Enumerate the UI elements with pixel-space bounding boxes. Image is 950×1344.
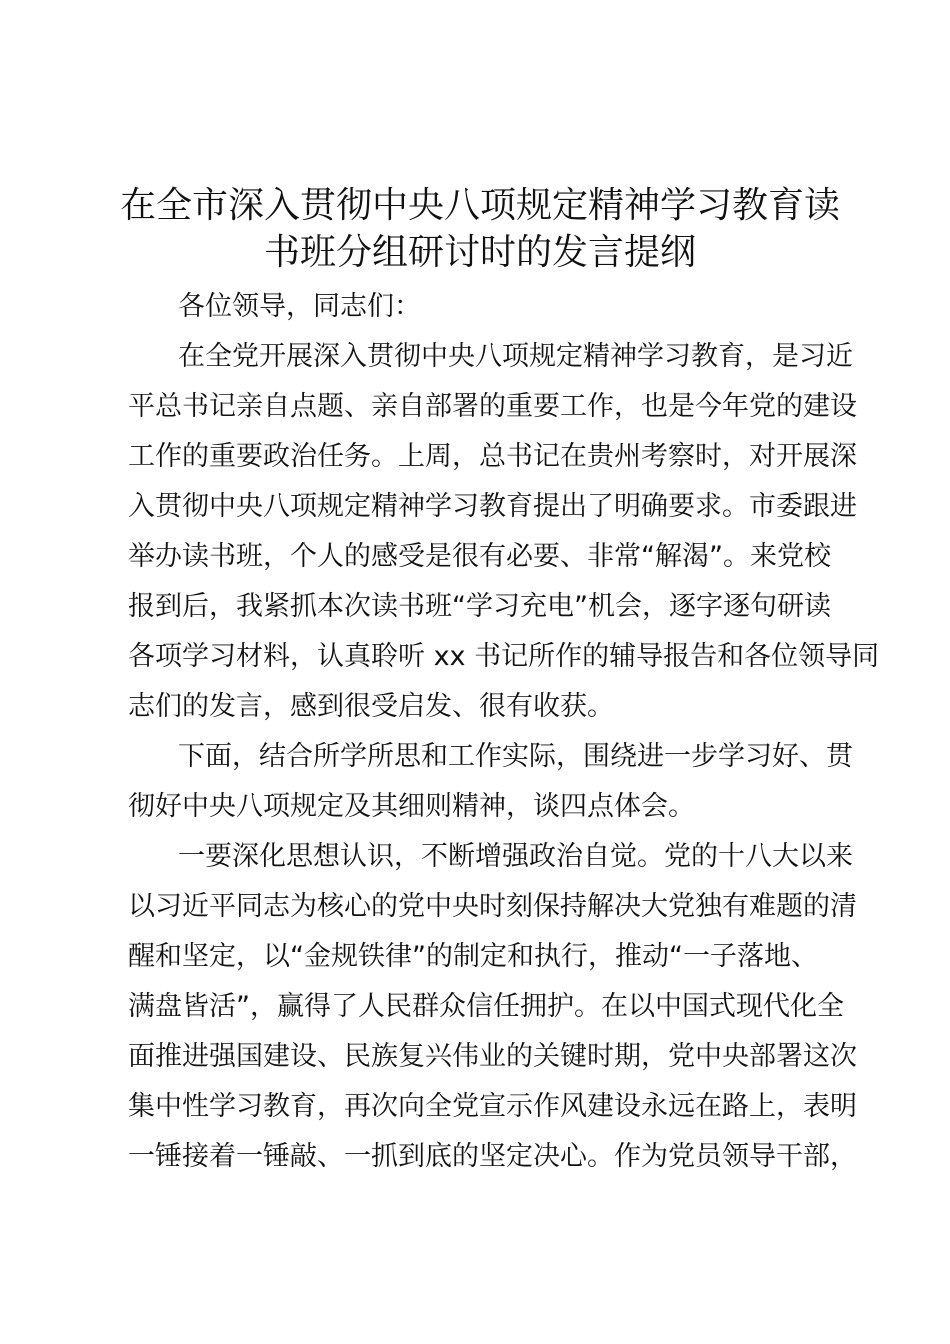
paragraph-line: 集中性学习教育，再次向全党宣示作风建设永远在路上，表明	[128, 1091, 857, 1122]
paragraph-line: 报到后，我紧抓本次读书班“学习充电”机会，逐字逐句研读	[128, 591, 831, 622]
document-title	[110, 182, 850, 276]
paragraph-line: 醒和坚定，以“金规铁律”的制定和执行，推动“一子落地、	[128, 941, 818, 972]
paragraph-line: 在全党开展深入贯彻中央八项规定精神学习教育，是习近	[178, 341, 853, 372]
paragraph-line: 各项学习材料，认真聆听 xx 书记所作的辅导报告和各位领导同	[128, 641, 880, 672]
paragraph-line: 举办读书班，个人的感受是很有必要、非常“解渴”。来党校	[128, 541, 831, 572]
salutation: 各位领导，同志们：	[178, 291, 421, 322]
paragraph-line: 面推进强国建设、民族复兴伟业的关键时期，党中央部署这次	[128, 1041, 857, 1072]
paragraph-line: 下面，结合所学所思和工作实际，围绕进一步学习好、贯	[178, 741, 853, 772]
paragraph-line: 彻好中央八项规定及其细则精神，谈四点体会。	[128, 791, 695, 822]
document-body	[128, 282, 880, 1182]
paragraph-line: 平总书记亲自点题、亲自部署的重要工作，也是今年党的建设	[128, 391, 857, 422]
title-line: 书班分组研讨时的发言提纲	[263, 232, 696, 273]
title-line: 在全市深入贯彻中央八项规定精神学习教育读	[119, 185, 840, 226]
paragraph-line: 入贯彻中央八项规定精神学习教育提出了明确要求。市委跟进	[128, 491, 857, 522]
paragraph-line: 以习近平同志为核心的党中央时刻保持解决大党独有难题的清	[128, 891, 857, 922]
paragraph-line: 一要深化思想认识，不断增强政治自觉。党的十八大以来	[178, 841, 853, 872]
paragraph-line: 满盘皆活”，赢得了人民群众信任拥护。在以中国式现代化全	[128, 991, 844, 1022]
paragraph-line: 工作的重要政治任务。上周，总书记在贵州考察时，对开展深	[128, 441, 857, 472]
paragraph-line: 志们的发言，感到很受启发、很有收获。	[128, 691, 614, 722]
paragraph-line: 一锤接着一锤敲、一抓到底的坚定决心。作为党员领导干部，	[128, 1141, 857, 1172]
